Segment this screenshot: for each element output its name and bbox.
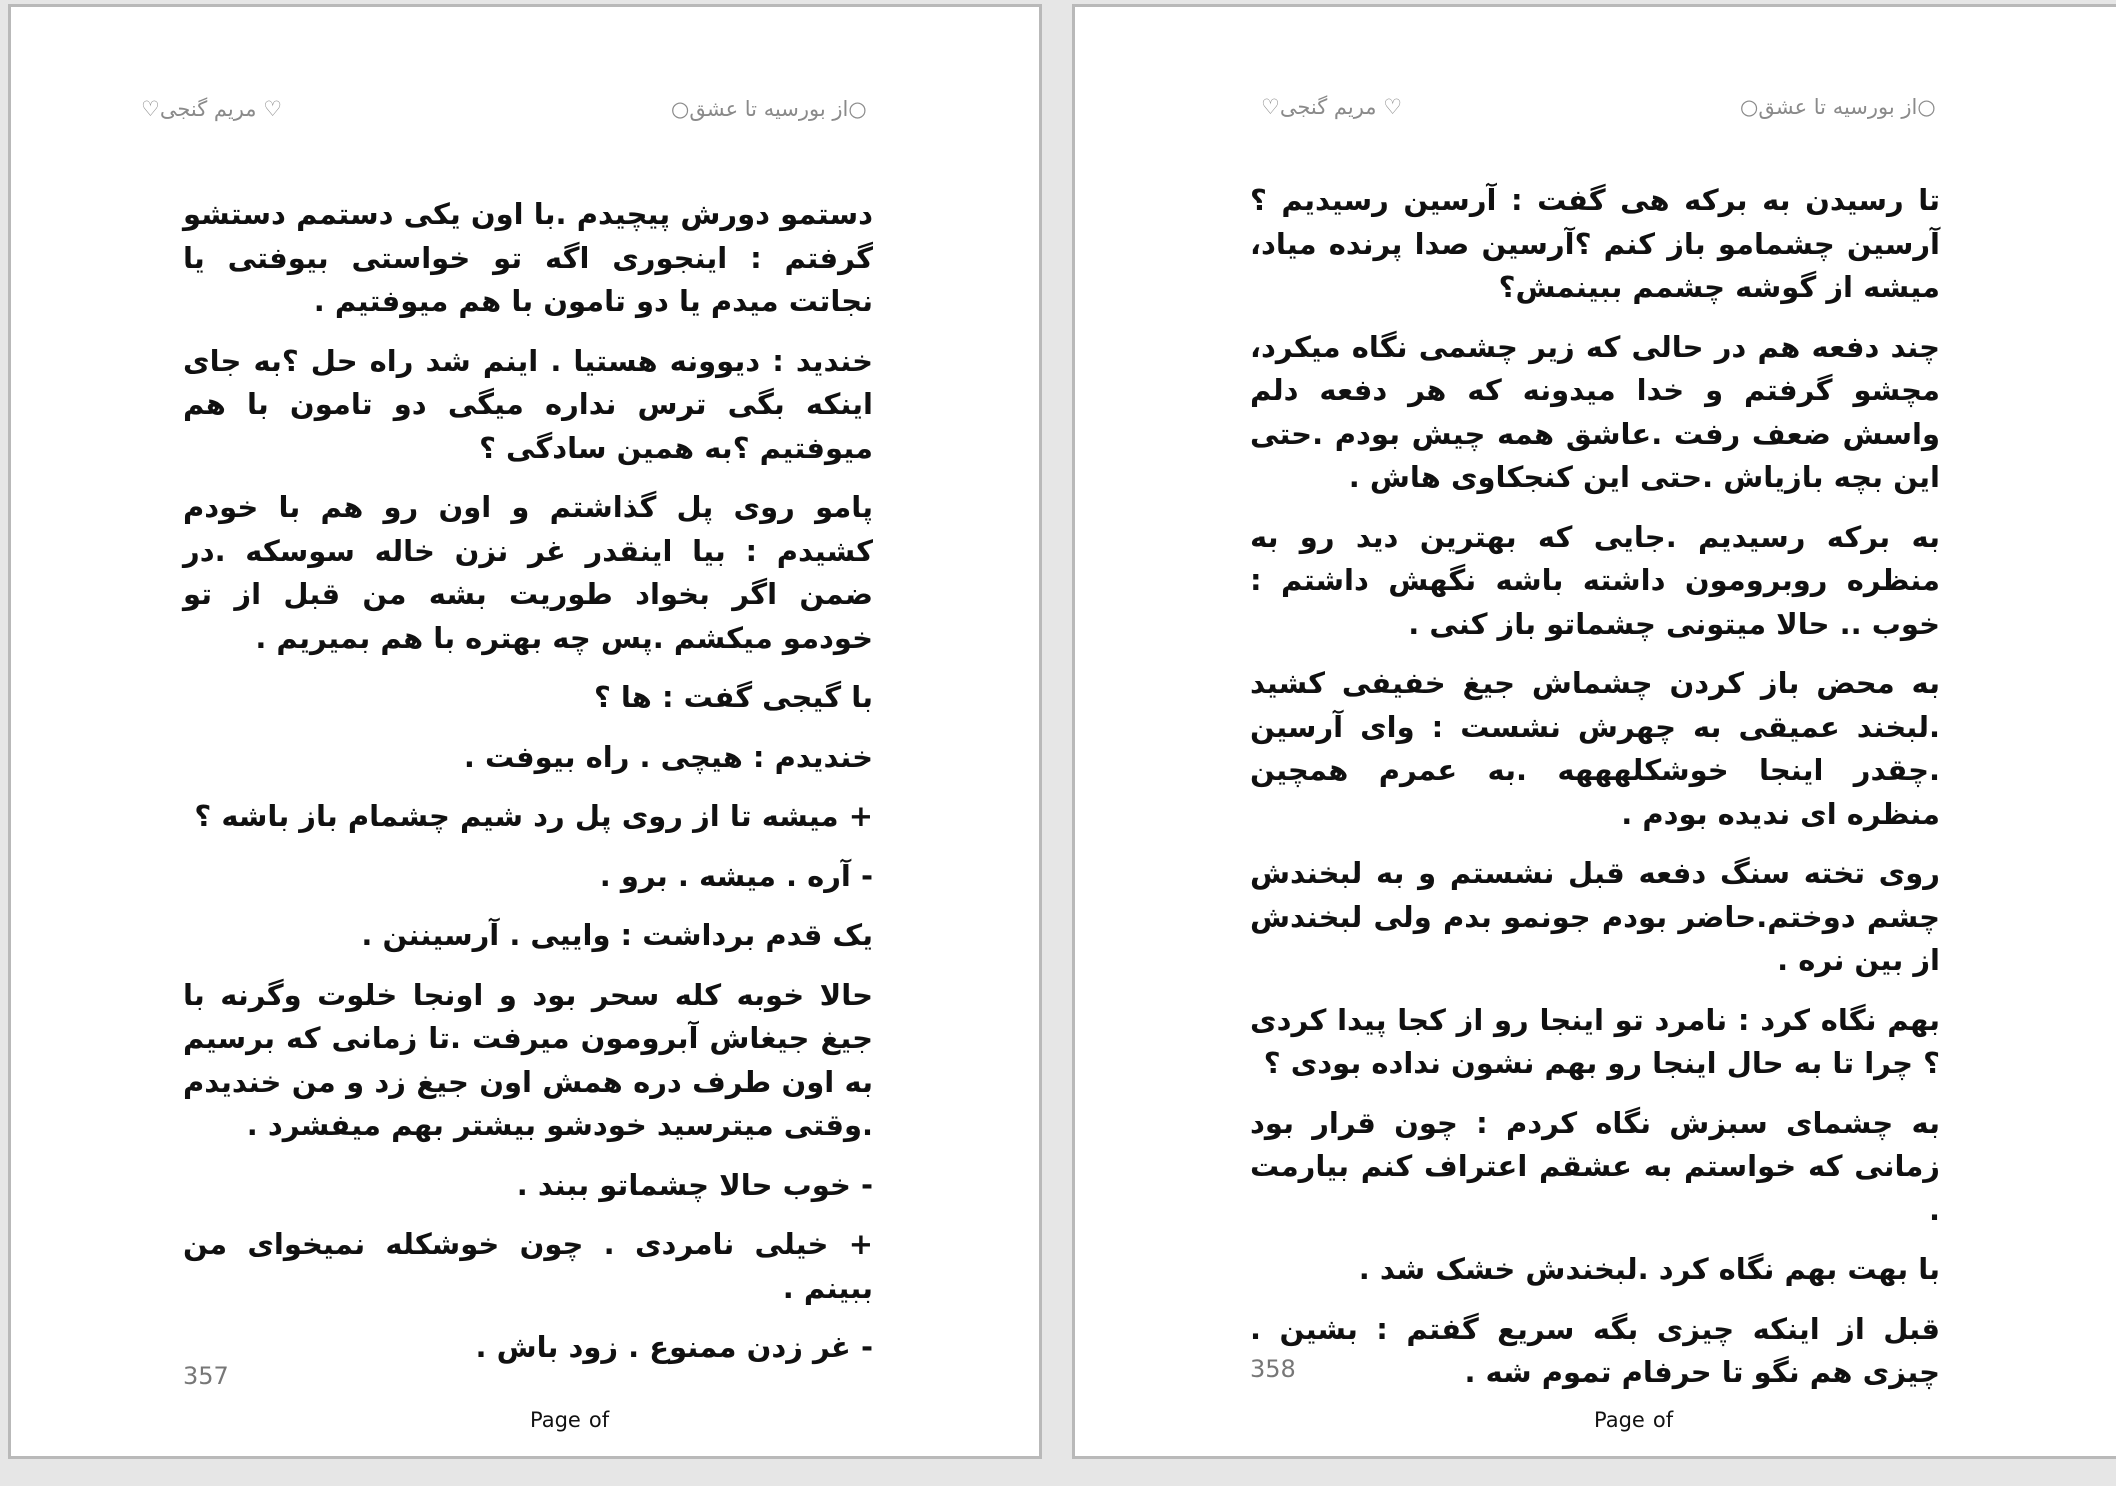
paragraph: قبل از اینکه چیزی بگه سریع گفتم : بشین . چیزی هم نگو تا حرفام تموم شه .: [1250, 1311, 1940, 1389]
book-title: ○از بورسیه تا عشق○: [1740, 95, 1936, 119]
page-number: 358: [1250, 1355, 1296, 1383]
book-title: ○از بورسیه تا عشق○: [671, 97, 867, 121]
page-header-title: [1740, 95, 1936, 119]
paragraph: به چشمای سبزش نگاه کردم : چون قرار بود زمانی که خواستم به عشقم اعتراف کنم بیارمت .: [1250, 1105, 1940, 1227]
paragraph: چند دفعه هم در حالی که زیر چشمی نگاه میکرد، مچشو گرفتم و خدا میدونه که هر دفعه دلم واسش ضعف رفت .عاشق همه چیش بودم .حتی این بچه بازیاش .حتی این کنجکاوی هاش .: [1250, 329, 1940, 494]
paragraph: خندید : دیوونه هستیا . اینم شد راه حل ؟به جای اینکه بگی ترس نداره میگی دو تامون با هم میوفتیم ؟به همین سادگی ؟: [183, 343, 873, 465]
paragraph: تا رسیدن به برکه هی گفت : آرسین رسیدیم ؟آرسین چشمامو باز کنم ؟آرسین صدا پرنده میاد، میشه از گوشه چشمم ببینمش؟: [1250, 183, 1940, 304]
page-footer: [526, 1408, 613, 1432]
book-page-left: [8, 4, 1042, 1459]
book-page-right: [1072, 4, 2116, 1459]
paragraph: خندیدم : هیچی . راه بیوفت .: [463, 739, 873, 774]
paragraph: روی تخته سنگ دفعه قبل نشستم و به لبخندش چشم دوختم.حاضر بودم جونمو بدم ولی لبخندش از بین نره .: [1250, 856, 1940, 977]
paragraph: به محض باز کردن چشماش جیغ خفیفی کشید .لبخند عمیقی به چهرش نشست : وای آرسین .چقدر اینجا خوشکلهههه .به عمرم همچین منظره ای ندیده بودم .: [1250, 666, 1940, 831]
paragraph: + خیلی نامردی . چون خوشکله نمیخوای من ببینم .: [183, 1227, 873, 1305]
paragraph: پامو روی پل گذاشتم و اون رو هم با خودم کشیدم : بیا اینقدر غر نزن خاله سوسکه .در ضمن اگر بخواد طوریت بشه من قبل از تو خودمو میکشم .پس چه بهتره با هم بمیریم .: [183, 490, 873, 655]
page-body-text: [183, 193, 873, 1386]
paragraph: - غر زدن ممنوع . زود باش .: [475, 1330, 873, 1364]
footer-of-label: of: [1652, 1408, 1674, 1432]
page-number: 357: [183, 1362, 229, 1390]
footer-of-label: of: [588, 1408, 610, 1432]
paragraph: بهم نگاه کرد : نامرد تو اینجا رو از کجا پیدا کردی ؟ چرا تا به حال اینجا رو بهم نشون نداده بودی ؟: [1250, 1002, 1940, 1080]
paragraph: با گیجی گفت : ها ؟: [593, 680, 873, 714]
footer-page-label: Page: [1594, 1408, 1645, 1432]
paragraph: - خوب حالا چشماتو ببند .: [516, 1167, 873, 1202]
author-name: ♡ مریم گنجی♡: [141, 97, 283, 121]
page-gutter: [1042, 0, 1072, 1486]
page-header-title: [671, 97, 867, 121]
page-footer: [1590, 1408, 1677, 1432]
paragraph: با بهت بهم نگاه کرد .لبخندش خشک شد .: [1358, 1252, 1940, 1286]
paragraph: به برکه رسیدیم .جایی که بهترین دید رو به منظره روبرومون داشته باشه نگهش داشتم : خوب .. حالا میتونی چشماتو باز کنی .: [1250, 519, 1940, 641]
author-name: ♡ مریم گنجی♡: [1261, 95, 1403, 119]
paragraph: یک قدم برداشت : واییی . آرسیننن .: [361, 918, 873, 952]
paragraph: - آره . میشه . برو .: [599, 858, 873, 893]
page-header-author: [1261, 95, 1402, 119]
footer-page-label: Page: [530, 1408, 581, 1432]
page-header-author: [141, 97, 282, 121]
paragraph: دستمو دورش پیچیدم .با اون یکی دستمم دستشو گرفتم : اینجوری اگه تو خواستی بیوفتی یا نجاتت میدم یا دو تامون با هم میوفتیم .: [183, 197, 873, 318]
paragraph: حالا خوبه کله سحر بود و اونجا خلوت وگرنه با جیغ جیغاش آبرومون میرفت .تا زمانی که برسیم به اون طرف دره همش اون جیغ زد و من خندیدم .وقتی میترسید خودشو بیشتر بهم میفشرد .: [183, 977, 873, 1142]
page-body-text: [1250, 179, 1940, 1411]
paragraph: + میشه تا از روی پل رد شیم چشمام باز باشه ؟: [194, 799, 873, 833]
